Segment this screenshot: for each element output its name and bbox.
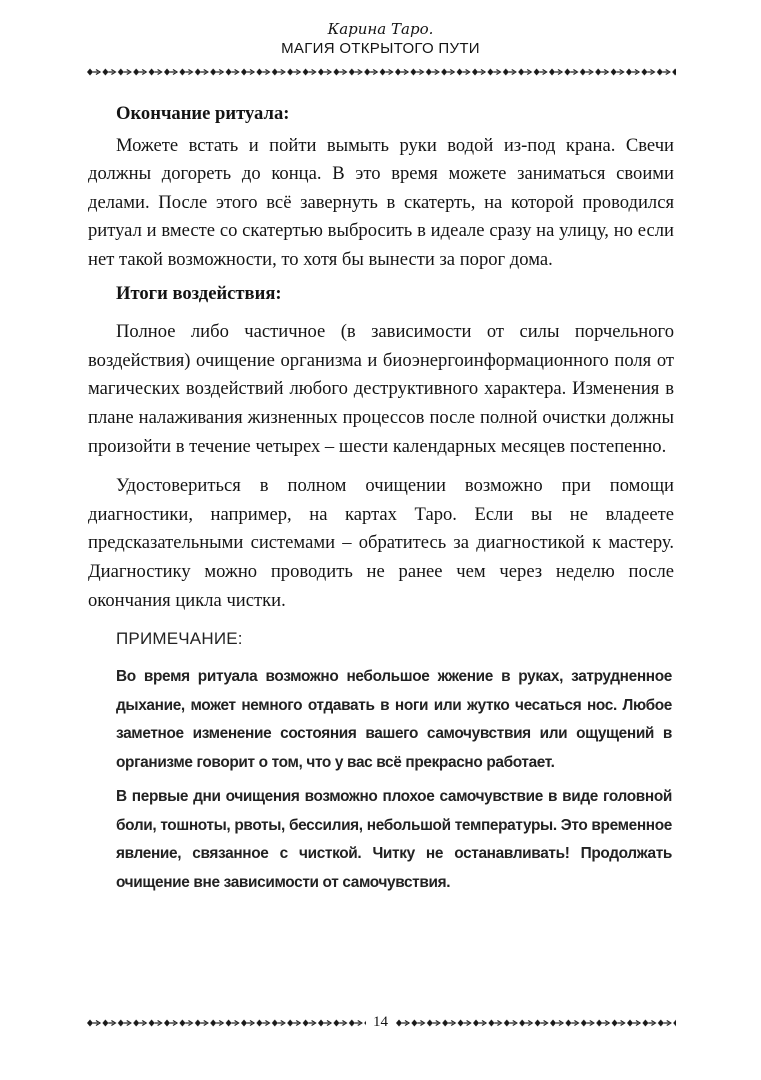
footer-ornament-right bbox=[395, 1015, 676, 1031]
note-block bbox=[116, 626, 672, 903]
header-book-title: МАГИЯ ОТКРЫТОГО ПУТИ bbox=[281, 40, 480, 57]
note-title: ПРИМЕЧАНИЕ: bbox=[116, 629, 243, 648]
section-heading-results: Итоги воздействия: bbox=[116, 282, 282, 304]
header-ornament-divider bbox=[86, 64, 676, 80]
footer-ornament-left bbox=[86, 1015, 366, 1031]
header-author: Карина Таро. bbox=[327, 20, 434, 38]
main-body-text bbox=[88, 100, 674, 615]
section-heading-ritual-end: Окончание ритуала: bbox=[116, 103, 290, 124]
note-paragraph-2: В первые дни очищения возможно плохое самочувствие в виде головной боли, тошноты, рвоты, бессилия, небольшой температуры. Это временное явление, связанное с чисткой. Читку не останавливать! Продолжать очищение вне зависимости от самочувствия. bbox=[116, 788, 672, 891]
paragraph-diagnostics: Удостовериться в полном очищении возможно при помощи диагностики, например, на картах Таро. Если вы не владеете предсказательными системами – обратитесь за диагностикой к мастеру. Диагностику можно проводить не ранее чем через неделю после окончания цикла чистки. bbox=[88, 475, 674, 611]
page-number: 14 bbox=[373, 1014, 388, 1030]
paragraph-results: Полное либо частичное (в зависимости от силы порчельного воздействия) очищение организма и биоэнергоинформационного поля от магических воздействий любого деструктивного характера. Изменения в плане налаживания жизненных процессов после полной очистки должны произойти в течение четырех – шести календарных месяцев постепенно. bbox=[88, 321, 674, 457]
ornament-pattern-bottom-left bbox=[86, 1015, 366, 1031]
note-paragraph-1: Во время ритуала возможно небольшое жжение в руках, затрудненное дыхание, может немного отдавать в ноги или жутко чесаться нос. Любое заметное изменение состояния вашего самочувствия или ощущений в организме говорит о том, что у вас всё прекрасно работает. bbox=[116, 668, 672, 771]
ornament-pattern-top bbox=[86, 64, 676, 80]
ornament-pattern-bottom-right bbox=[395, 1015, 676, 1031]
paragraph-ritual-end: Можете встать и пойти вымыть руки водой из-под крана. Свечи должны догореть до конца. В это время можете заниматься своими делами. После этого всё завернуть в скатерть, на которой проводился ритуал и вместе со скатертью выбросить в идеале сразу на улицу, но если нет такой возможности, то хотя бы вынести за порог дома. bbox=[88, 134, 674, 270]
